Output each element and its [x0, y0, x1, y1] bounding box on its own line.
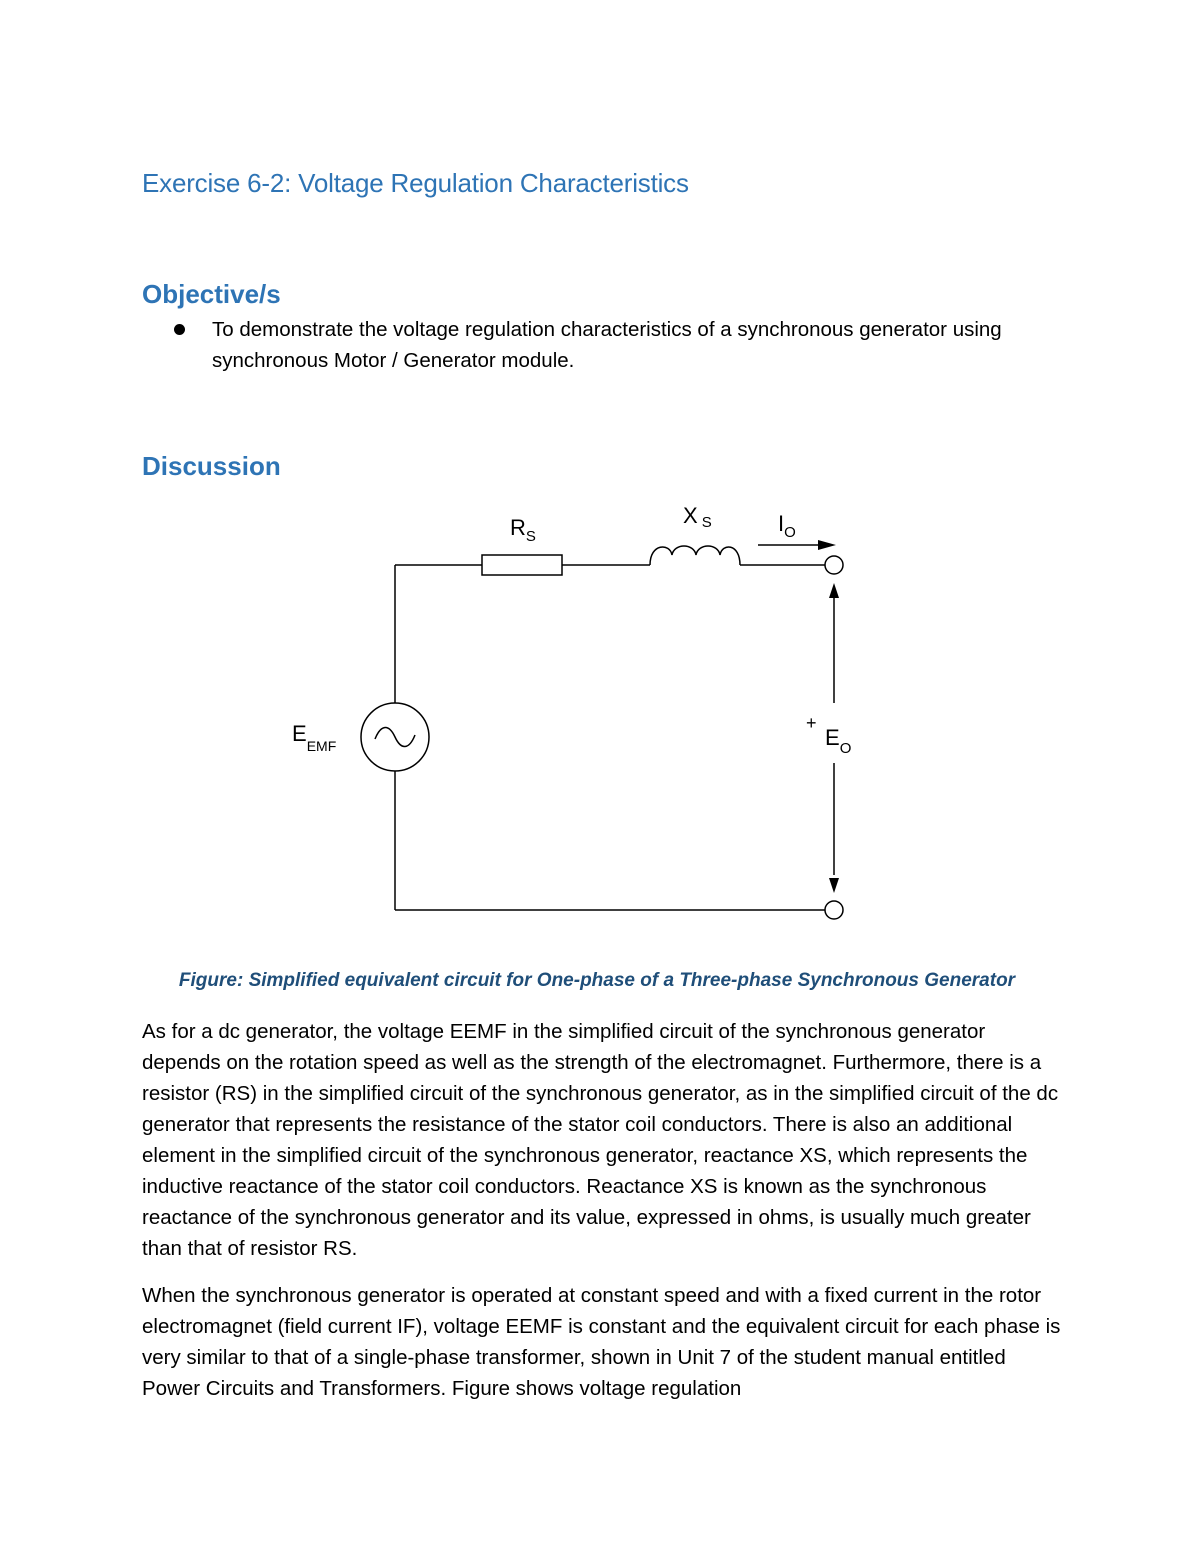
discussion-heading: Discussion	[142, 451, 281, 481]
discussion-paragraph: When the synchronous generator is operated at constant speed and with a fixed current in the rotor electromagnet (field current IF), voltage EEMF is constant and the equivalent circuit for each phase is very similar to that of a single-phase transformer, shown in Unit 7 of the student manual entitled Power Circuits and Transformers. Figure shows voltage regulation	[142, 1284, 1061, 1400]
arrow-up-icon	[829, 583, 839, 598]
discussion-paragraph: As for a dc generator, the voltage EEMF in the simplified circuit of the synchronous generator depends on the rotation speed as well as the strength of the electromagnet. Furthermore, there is a resistor (RS) in the simplified circuit of the synchronous generator, as in the simplified circuit of the dc generator that represents the resistance of the stator coil conductors. There is also an additional element in the simplified circuit of the synchronous generator, reactance XS, which represents the inductive reactance of the stator coil conductors. Reactance XS is known as the synchronous reactance of the synchronous generator and its value, expressed in ohms, is usually much greater than that of resistor RS.	[142, 1020, 1059, 1260]
label-eemf: $E_{EMF}$	[292, 721, 337, 754]
objective-text: To demonstrate the voltage regulation characteristics of a synchronous generator using synchronous Motor / Generator module.	[212, 318, 1002, 372]
label-rs: $R_S$	[510, 515, 536, 545]
list-item	[170, 314, 1070, 376]
terminal-top	[825, 556, 843, 574]
label-eo: $E_O$	[825, 725, 852, 757]
label-io: $I_O$	[778, 511, 796, 541]
objectives-list	[170, 314, 1070, 376]
equivalent-circuit-diagram	[280, 495, 900, 935]
terminal-bottom	[825, 901, 843, 919]
bullet-icon	[174, 324, 185, 335]
label-xs: X S	[683, 503, 712, 531]
resistor-rs	[482, 555, 562, 575]
arrow-down-icon	[829, 878, 839, 893]
arrow-right-icon	[818, 540, 836, 550]
sine-wave-icon	[375, 727, 415, 746]
page-title: Exercise 6-2: Voltage Regulation Characteristics	[142, 168, 689, 198]
inductor-xs	[650, 546, 740, 565]
figure-caption: Figure: Simplified equivalent circuit for One-phase of a Three-phase Synchronous Generator	[178, 970, 1016, 991]
label-plus: +	[806, 713, 817, 733]
objectives-heading: Objective/s	[142, 279, 281, 309]
